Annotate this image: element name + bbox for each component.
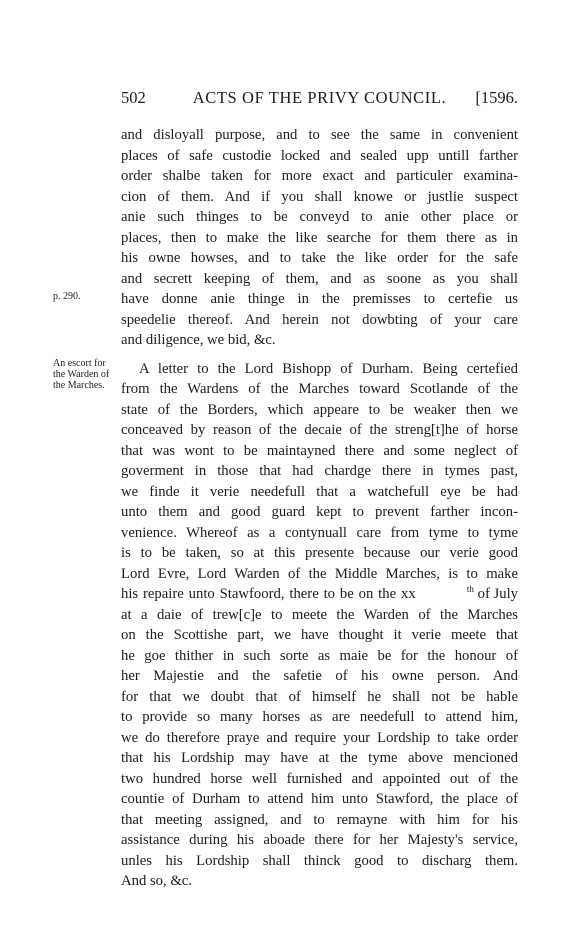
text-line: he goe thither in such sorte as maie be for the honour of (121, 647, 518, 664)
text-line: and secrett keeping of them, and as soone as you shall (121, 270, 518, 287)
text-line: anie such thinges to be conveyd to anie other place or (121, 209, 518, 225)
text-line: and diligence, we bid, &c. (121, 332, 276, 348)
body-text (121, 125, 518, 892)
text-line: unles his Lordship shall thinck good to discharg them. (121, 852, 518, 869)
escort-note-line: the Marches. (53, 380, 105, 391)
text-line: at a daie of trew[c]e to meete the Warden of the Marches (121, 606, 518, 623)
text-line: his owne howses, and to take the like order for the safe (121, 250, 518, 266)
sup-line-after: of July (473, 586, 518, 602)
paragraph-1 (121, 125, 518, 351)
text-line: A letter to the Lord Bishopp of Durham. Being certefied (139, 360, 518, 377)
text-line: is to be taken, so at this presente because our verie good (121, 545, 518, 561)
text-line: order shalbe taken for more exact and particuler examina- (121, 168, 518, 184)
text-line: conceaved by reason of the decaie of the streng[t]he of horse (121, 422, 518, 438)
text-line: her Majestie and the safetie of his owne person. And (121, 668, 518, 684)
text-line: that his Lordship may have at the tyme above mencioned (121, 750, 518, 766)
text-line-with-superscript (121, 584, 518, 605)
text-line: for that we doubt that of himself he shall not be hable (121, 688, 518, 705)
text-line: unto them and good guard kept to prevent farther incon- (121, 504, 518, 520)
running-title: ACTS OF THE PRIVY COUNCIL. (192, 88, 447, 107)
text-line: assistance during his aboade there for her Majesty's service, (121, 832, 518, 848)
text-line: from the Wardens of the Marches toward Scotlande of the (121, 381, 518, 397)
text-line: that meeting assigned, and to remayne with him for his (121, 811, 518, 828)
text-line: have donne anie thinge in the premisses to certefie us (121, 291, 518, 307)
text-line: and disloyall purpose, and to see the same in convenient (121, 127, 518, 143)
text-line: state of the Borders, which appeare to be weaker then we (121, 401, 518, 418)
paragraph-2 (121, 359, 518, 892)
text-line: two hundred horse well furnished and appointed out of the (121, 770, 518, 787)
escort-note-line: An escort for (53, 358, 106, 369)
text-line: venience. Whereof as a contynuall care from tyme to tyme (121, 524, 518, 541)
header-year: [1596. (475, 88, 518, 107)
text-line: that was wont to be maintayned there and some neglect of (121, 442, 518, 459)
text-line: cion of them. And if you shall knowe or justlie suspect (121, 188, 518, 205)
text-line: on the Scottishe part, we have thought it verie meete that (121, 627, 518, 643)
text-line: places, then to make the like searche for them there as in (121, 229, 518, 246)
text-line: Lord Evre, Lord Warden of the Middle Marches, is to make (121, 565, 518, 582)
text-line: places of safe custodie locked and sealed upp untill farther (121, 147, 518, 164)
page-number: 502 (121, 88, 146, 107)
margin-note-page-ref (53, 291, 81, 302)
sup-line-before: his repaire unto Stawfoord, there to be on the xx (121, 586, 416, 602)
text-line: to provide so many horses as are needefull to attend him, (121, 709, 518, 725)
superscript-th: th (466, 584, 474, 595)
text-line: we do therefore praye and require your Lordship to take order (121, 729, 518, 746)
text-line: countie of Durham to attend him unto Stawford, the place of (121, 791, 518, 807)
text-line: speedelie thereof. And herein not dowbting of your care (121, 311, 518, 328)
text-line: goverment in those that had chardge there in tymes past, (121, 463, 518, 479)
page-ref-text: p. 290. (53, 291, 81, 302)
escort-note-line: the Warden of (53, 369, 110, 380)
running-header (121, 88, 518, 110)
margin-note-escort (53, 358, 109, 391)
text-line: And so, &c. (121, 873, 192, 889)
text-line: we finde it verie needefull that a watchefull eye be had (121, 483, 518, 500)
paragraph-gap (121, 351, 518, 359)
